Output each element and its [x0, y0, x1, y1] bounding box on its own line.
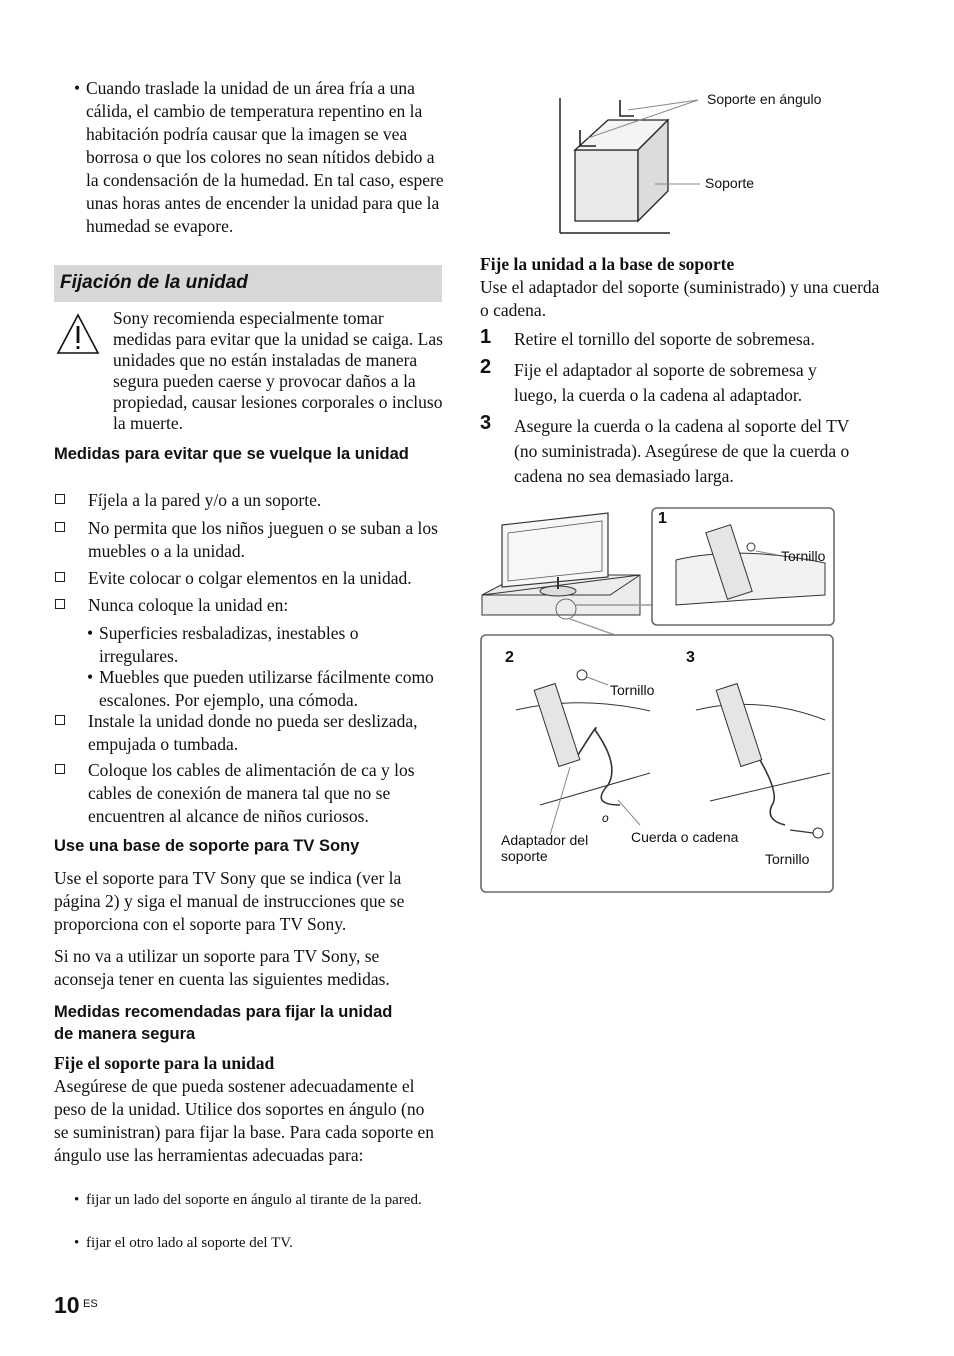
checklist-item: Coloque los cables de alimentación de ca y los cables de conexión de manera tal que no se encuentren al alcance de niños curiosos. — [54, 759, 446, 828]
section-title-bar — [54, 265, 442, 302]
fix-stand-bullet: • fijar un lado del soporte en ángulo al tirante de la pared. — [74, 1192, 422, 1208]
heading-sony-stand: Use una base de soporte para TV Sony — [54, 837, 360, 855]
step-number: 2 — [480, 356, 492, 378]
step-number: 1 — [480, 326, 492, 348]
intro-bullet: • Cuando traslade la unidad de un área fría a una cálida, el cambio de temperatura repentino en la habitación podría causar que la imagen se vea borrosa o que los colores no sean nítidos debido a la condensación de la humedad. En tal caso, espere unas horas antes de encender la unidad para que la humedad se evapore. — [74, 78, 444, 236]
warning-text: Sony recomienda especialmente tomar medidas para evitar que la unidad se caiga. Las unidades que no están instaladas de manera segura pueden caerse y provocar daños a la propiedad, causar lesiones corporales o incluso la muerte. — [113, 308, 443, 433]
step-text: Asegure la cuerda o la cadena al soporte del TV (no suministrada). Asegúrese de que la cuerda o cadena no sea demasiado larga. — [514, 416, 850, 486]
para-fix-stand: Asegúrese de que pueda sostener adecuadamente el peso de la unidad. Utilice dos soportes en ángulo (no se suministran) para fijar la base. Para cada soporte en ángulo use las herramientas adecuadas para: — [54, 1076, 434, 1165]
label-cord: Cuerda o cadena — [631, 829, 739, 845]
checklist-item: Evite colocar o colgar elementos en la unidad. — [54, 567, 446, 590]
label-stand: Soporte — [705, 175, 755, 191]
checkbox-square-icon — [55, 522, 65, 532]
fix-stand-bullet: • fijar el otro lado al soporte del TV. — [74, 1235, 293, 1251]
checkbox-square-icon — [55, 494, 65, 504]
label-screw: Tornillo — [765, 851, 810, 867]
checkbox-square-icon — [55, 715, 65, 725]
heading-recommended: Medidas recomendadas para fijar la unidad de manera segura — [54, 1003, 393, 1043]
step-text: Fije el adaptador al soporte de sobremesa y luego, la cuerda o la cadena al adaptador. — [514, 360, 817, 405]
para-fix-unit: Use el adaptador del soporte (suministrado) y una cuerda o cadena. — [480, 277, 880, 320]
para-sony-stand: Use el soporte para TV Sony que se indica (ver la página 2) y siga el manual de instrucciones que se proporciona con el soporte para TV Sony. — [54, 868, 405, 934]
sub-fix-unit: Fije la unidad a la base de soporte — [480, 254, 735, 274]
page-number: 10 — [54, 1292, 80, 1318]
checkbox-square-icon — [55, 599, 65, 609]
box-number: 1 — [658, 510, 667, 527]
box-number: 2 — [505, 649, 514, 666]
never-place-item: • Superficies resbaladizas, inestables o irregulares. — [87, 623, 359, 666]
step-text: Retire el tornillo del soporte de sobremesa. — [514, 329, 815, 349]
sub-fix-stand: Fije el soporte para la unidad — [54, 1053, 275, 1073]
checkbox-square-icon — [55, 764, 65, 774]
intro-bullet-text: Cuando traslade la unidad de un área fría a una cálida, el cambio de temperatura repentino en la habitación podría causar que la imagen se vea borrosa o que los colores no sean nítidos debido a la condensación de la humedad. En tal caso, espere unas horas antes de encender la unidad para que la humedad se evapore. — [86, 78, 444, 236]
never-place-item: • Muebles que pueden utilizarse fácilmente como escalones. Por ejemplo, una cómoda. — [87, 667, 434, 710]
angle-bracket-figure — [550, 88, 850, 238]
label-screw: Tornillo — [610, 682, 655, 698]
label-adapter: Adaptador del soporte — [501, 832, 589, 864]
section-title: Fijación de la unidad — [60, 272, 248, 293]
checklist-item: Fíjela a la pared y/o a un soporte. — [54, 489, 446, 512]
checkbox-square-icon — [55, 572, 65, 582]
checklist-item: Instale la unidad donde no pueda ser deslizada, empujada o tumbada. — [54, 710, 446, 756]
checklist-item: No permita que los niños jueguen o se suban a los muebles o a la unidad. — [54, 517, 446, 563]
step-number: 3 — [480, 412, 492, 434]
box-number: 3 — [686, 649, 695, 666]
para-no-sony: Si no va a utilizar un soporte para TV Sony, se aconseja tener en cuenta las siguientes medidas. — [54, 946, 390, 989]
label-screw: Tornillo — [781, 548, 826, 564]
label-angle-bracket: Soporte en ángulo — [707, 91, 822, 107]
page-language: ES — [83, 1298, 98, 1310]
heading-tipover: Medidas para evitar que se vuelque la unidad — [54, 445, 409, 463]
checklist-item: Nunca coloque la unidad en: — [54, 594, 446, 617]
label-o-mark: o — [602, 811, 609, 825]
warning-triangle-icon — [56, 313, 100, 355]
